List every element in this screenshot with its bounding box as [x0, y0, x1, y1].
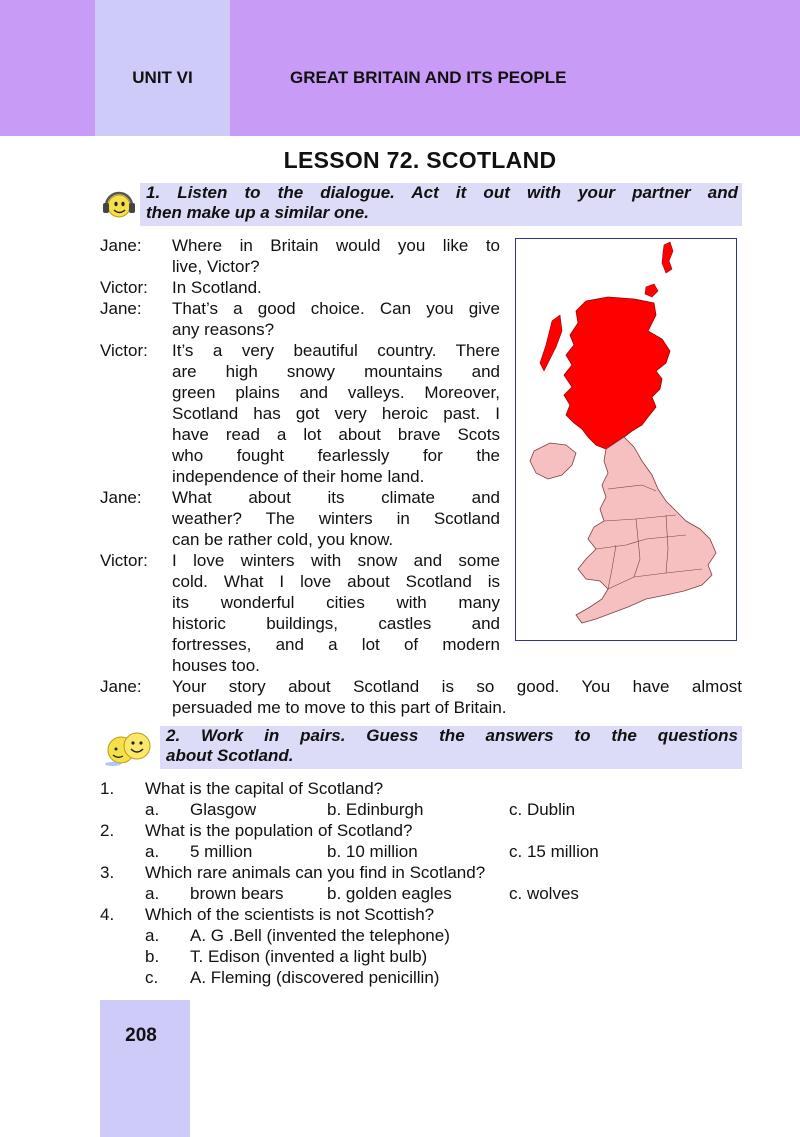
- speech-line: Your story about Scotland is so good. You have almost: [172, 677, 742, 696]
- speech-line: It’s a very beautiful country. There: [172, 341, 500, 360]
- answer-option-row: [100, 946, 740, 967]
- option-a: Glasgow: [190, 800, 257, 819]
- speech-line: persuaded me to move to this part of Britain.: [172, 698, 507, 717]
- headphones-smiley-icon: [100, 186, 136, 227]
- answer-option-row: [100, 925, 740, 946]
- answer-options: [100, 799, 740, 820]
- answer-options: [100, 883, 740, 904]
- option-b: T. Edison (invented a light bulb): [190, 947, 428, 966]
- speaker: Jane:: [100, 299, 142, 318]
- speech-line: I love winters with snow and some: [172, 551, 500, 570]
- question-text: Which rare animals can you find in Scotland?: [145, 863, 486, 882]
- option-letter: a.: [145, 842, 160, 861]
- question-number: 3.: [100, 863, 115, 882]
- shetland-islands: [662, 242, 673, 273]
- option-a: 5 million: [190, 842, 253, 861]
- answer-options: [100, 841, 740, 862]
- speech-line: houses too.: [172, 656, 260, 675]
- speech-line: green plains and valleys. Moreover,: [172, 383, 500, 402]
- option-b: b. 10 million: [327, 842, 418, 861]
- task-1-line: then make up a similar one.: [146, 203, 369, 222]
- speech-line: have read a lot about brave Scots: [172, 425, 500, 444]
- speaker: Jane:: [100, 488, 142, 507]
- question: [100, 862, 740, 883]
- two-smileys-icon: [103, 728, 155, 773]
- question: [100, 778, 740, 799]
- question-text: Which of the scientists is not Scottish?: [145, 905, 435, 924]
- page-footer-tab: [100, 1000, 190, 1137]
- task-1-line: 1. Listen to the dialogue. Act it out with your partner and: [146, 183, 738, 202]
- speaker: Victor:: [100, 551, 148, 570]
- speech-line: Scotland has got very heroic past. I: [172, 404, 500, 423]
- speaker: Jane:: [100, 677, 142, 696]
- dialogue-turn: [100, 676, 742, 718]
- question-text: What is the capital of Scotland?: [145, 779, 384, 798]
- question: [100, 904, 740, 925]
- option-c: c. 15 million: [509, 842, 599, 861]
- speaker: Jane:: [100, 236, 142, 255]
- option-letter: b.: [145, 947, 160, 966]
- scotland-region: [564, 297, 670, 449]
- uk-map: [515, 238, 737, 641]
- speech-line: fortresses, and a lot of modern: [172, 635, 500, 654]
- speech-line: weather? The winters in Scotland: [172, 509, 500, 528]
- option-a: A. G .Bell (invented the telephone): [190, 926, 450, 945]
- option-b: b. Edinburgh: [327, 800, 424, 819]
- task-2-line: 2. Work in pairs. Guess the answers to the questions: [166, 726, 738, 745]
- question-number: 4.: [100, 905, 115, 924]
- option-letter: a.: [145, 884, 160, 903]
- orkney-islands: [645, 284, 658, 297]
- speech-line: who fought fearlessly for the: [172, 446, 500, 465]
- speech-line: live, Victor?: [172, 257, 260, 276]
- speech-line: any reasons?: [172, 320, 275, 339]
- hebrides: [540, 315, 562, 371]
- page-number: 208: [125, 1025, 157, 1046]
- chapter-title: GREAT BRITAIN AND ITS PEOPLE: [290, 68, 567, 87]
- speaker: Victor:: [100, 341, 148, 360]
- option-letter: a.: [145, 800, 160, 819]
- speech-line: In Scotland.: [172, 278, 262, 297]
- option-letter: c.: [145, 968, 159, 987]
- option-b: b. golden eagles: [327, 884, 452, 903]
- answer-option-row: [100, 967, 740, 988]
- task-1-instruction: [140, 183, 742, 226]
- speech-line: That’s a good choice. Can you give: [172, 299, 500, 318]
- option-a: brown bears: [190, 884, 284, 903]
- option-c: c. wolves: [509, 884, 579, 903]
- question-text: What is the population of Scotland?: [145, 821, 413, 840]
- task-2-line: about Scotland.: [166, 746, 294, 765]
- option-c: c. Dublin: [509, 800, 576, 819]
- northern-ireland-region: [530, 443, 576, 479]
- speech-line: historic buildings, castles and: [172, 614, 500, 633]
- quiz-questions: [100, 778, 740, 988]
- unit-label: UNIT VI: [132, 68, 193, 87]
- speech-line: can be rather cold, you know.: [172, 530, 394, 549]
- question-number: 1.: [100, 779, 115, 798]
- speech-line: What about its climate and: [172, 488, 500, 507]
- speech-line: cold. What I love about Scotland is: [172, 572, 500, 591]
- speech-line: are high snowy mountains and: [172, 362, 500, 381]
- speaker: Victor:: [100, 278, 148, 297]
- question-number: 2.: [100, 821, 115, 840]
- speech-line: Where in Britain would you like to: [172, 236, 500, 255]
- option-letter: a.: [145, 926, 160, 945]
- england-wales-region: [576, 437, 716, 623]
- speech-line: independence of their home land.: [172, 467, 425, 486]
- question: [100, 820, 740, 841]
- option-c: A. Fleming (discovered penicillin): [190, 968, 440, 987]
- speech-line: its wonderful cities with many: [172, 593, 500, 612]
- lesson-title: LESSON 72. SCOTLAND: [283, 147, 557, 173]
- task-2-instruction: [160, 726, 742, 769]
